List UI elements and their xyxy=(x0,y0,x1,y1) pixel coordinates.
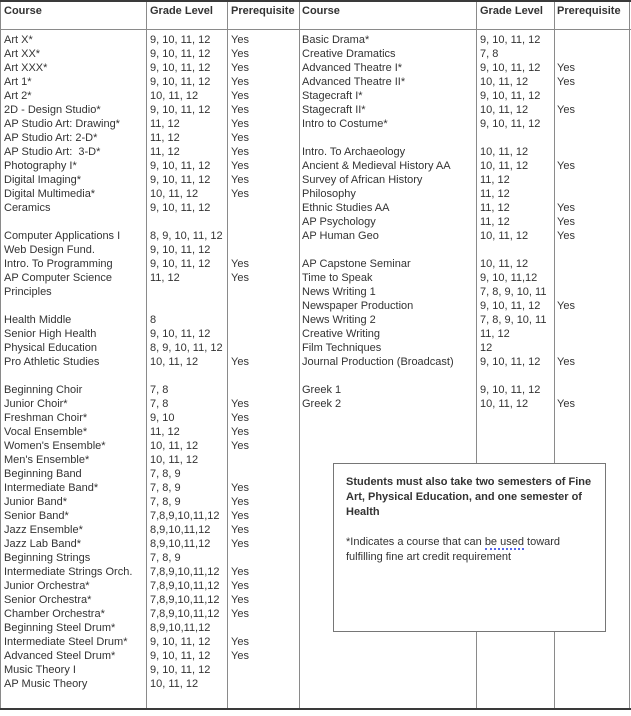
grade-level-cell: 9, 10, 11, 12 xyxy=(150,664,211,676)
course-cell: AP Studio Art: 3-D* xyxy=(4,146,101,158)
course-cell: Computer Applications I xyxy=(4,230,121,242)
table-bottom-border xyxy=(0,708,631,710)
table-row xyxy=(0,33,631,47)
prerequisite-cell: Yes xyxy=(231,426,249,438)
course-cell: Vocal Ensemble* xyxy=(4,426,88,438)
grade-level-cell: 7,8,9,10,11,12 xyxy=(150,566,220,578)
course-cell: 2D - Design Studio* xyxy=(4,104,101,116)
course-cell: Jazz Ensemble* xyxy=(4,524,83,536)
course-cell: Advanced Steel Drum* xyxy=(4,650,116,662)
prerequisite-cell: Yes xyxy=(231,132,249,144)
course-cell: Intro. To Archaeology xyxy=(302,146,406,158)
grade-level-cell: 7, 8, 9 xyxy=(150,468,181,480)
prerequisite-cell: Yes xyxy=(231,440,249,452)
grade-level-cell: 11, 12 xyxy=(150,146,180,158)
course-cell: AP Computer Science xyxy=(4,272,113,284)
grade-level-cell: 7, 8, 9 xyxy=(150,482,181,494)
prerequisite-cell: Yes xyxy=(231,258,249,270)
prerequisite-cell: Yes xyxy=(231,566,249,578)
grade-level-cell: 11, 12 xyxy=(480,328,510,340)
left-prerequisite-header: Prerequisite xyxy=(231,5,295,17)
prerequisite-cell: Yes xyxy=(231,412,249,424)
grade-level-cell: 10, 11, 12 xyxy=(150,678,199,690)
grade-level-cell: 7, 8, 9, 10, 11 xyxy=(480,286,547,298)
table-row xyxy=(0,257,631,271)
grade-level-cell: 9, 10, 11, 12 xyxy=(150,244,211,256)
note-bold-text: Students must also take two semesters of Fine Art, Physical Education, and one semester of Health xyxy=(346,476,592,518)
table-row xyxy=(0,201,631,215)
course-cell: Advanced Theatre II* xyxy=(302,76,406,88)
grade-level-cell: 9, 10, 11,12 xyxy=(480,272,538,284)
course-cell: Jazz Lab Band* xyxy=(4,538,82,550)
prerequisite-cell: Yes xyxy=(231,524,249,536)
course-cell: Women's Ensemble* xyxy=(4,440,106,452)
course-cell: Intermediate Steel Drum* xyxy=(4,636,128,648)
grade-level-cell: 10, 11, 12 xyxy=(150,454,199,466)
prerequisite-cell: Yes xyxy=(231,48,249,60)
prerequisite-cell: Yes xyxy=(557,216,575,228)
grade-level-cell: 9, 10, 11, 12 xyxy=(150,104,211,116)
grade-level-cell: 9, 10, 11, 12 xyxy=(480,34,541,46)
grade-level-cell: 9, 10, 11, 12 xyxy=(150,160,211,172)
table-row xyxy=(0,145,631,159)
note-box xyxy=(333,463,606,632)
table-row xyxy=(0,355,631,369)
grade-level-cell: 10, 11, 12 xyxy=(480,76,529,88)
course-cell: Art XX* xyxy=(4,48,41,60)
prerequisite-cell: Yes xyxy=(557,76,575,88)
prerequisite-cell: Yes xyxy=(557,62,575,74)
table-row xyxy=(0,425,631,439)
course-cell: Web Design Fund. xyxy=(4,244,95,256)
grade-level-cell: 9, 10, 11, 12 xyxy=(150,636,211,648)
prerequisite-cell: Yes xyxy=(231,118,249,130)
table-row xyxy=(0,299,631,313)
prerequisite-cell: Yes xyxy=(557,230,575,242)
course-cell: Beginning Choir xyxy=(4,384,83,396)
grade-level-cell: 7,8,9,10,11,12 xyxy=(150,608,220,620)
prerequisite-cell: Yes xyxy=(231,76,249,88)
course-cell: AP Psychology xyxy=(302,216,376,228)
grade-level-cell: 9, 10, 11, 12 xyxy=(150,258,211,270)
prerequisite-cell: Yes xyxy=(557,160,575,172)
grade-level-cell: 9, 10, 11, 12 xyxy=(150,202,211,214)
grade-level-cell: 9, 10, 11, 12 xyxy=(480,384,541,396)
note-asterisk-text xyxy=(346,535,594,565)
table-row xyxy=(0,383,631,397)
table-row xyxy=(0,215,631,229)
course-cell: AP Studio Art: Drawing* xyxy=(4,118,120,130)
grade-level-cell: 10, 11, 12 xyxy=(150,188,199,200)
course-cell: Senior High Health xyxy=(4,328,97,340)
table-row xyxy=(0,103,631,117)
course-cell: Ancient & Medieval History AA xyxy=(302,160,451,172)
note-asterisk-underlined: be used xyxy=(484,536,524,548)
grade-level-cell: 11, 12 xyxy=(150,132,180,144)
course-cell: AP Human Geo xyxy=(302,230,379,242)
course-cell: Beginning Strings xyxy=(4,552,91,564)
course-cell: Pro Athletic Studies xyxy=(4,356,100,368)
grade-level-cell: 11, 12 xyxy=(480,202,510,214)
grade-level-cell: 7, 8 xyxy=(480,48,499,60)
course-cell: Time to Speak xyxy=(302,272,373,284)
table-row xyxy=(0,439,631,453)
grade-level-cell: 8, 9, 10, 11, 12 xyxy=(150,342,223,354)
course-cell: Freshman Choir* xyxy=(4,412,88,424)
grade-level-cell: 8, 9, 10, 11, 12 xyxy=(150,230,223,242)
right-course-header: Course xyxy=(302,5,340,17)
table-row xyxy=(0,635,631,649)
grade-level-cell: 9, 10, 11, 12 xyxy=(480,118,541,130)
grade-level-cell: 7, 8, 9, 10, 11 xyxy=(480,314,547,326)
prerequisite-cell: Yes xyxy=(231,496,249,508)
course-cell: Senior Orchestra* xyxy=(4,594,92,606)
course-cell: Digital Imaging* xyxy=(4,174,82,186)
table-row xyxy=(0,271,631,285)
grade-level-cell: 12 xyxy=(480,342,493,354)
table-row xyxy=(0,61,631,75)
grade-level-cell: 11, 12 xyxy=(480,174,510,186)
left-grade-header: Grade Level xyxy=(150,5,213,17)
course-cell: Art 2* xyxy=(4,90,32,102)
course-cell: Principles xyxy=(4,286,52,298)
prerequisite-cell: Yes xyxy=(557,398,575,410)
grade-level-cell: 11, 12 xyxy=(150,118,180,130)
table-row xyxy=(0,327,631,341)
grade-level-cell: 8,9,10,11,12 xyxy=(150,622,211,634)
course-cell: Health Middle xyxy=(4,314,72,326)
table-row xyxy=(0,47,631,61)
table-row xyxy=(0,649,631,663)
course-cell: Junior Orchestra* xyxy=(4,580,90,592)
prerequisite-cell: Yes xyxy=(231,62,249,74)
course-cell: Creative Dramatics xyxy=(302,48,396,60)
course-cell: Basic Drama* xyxy=(302,34,370,46)
prerequisite-cell: Yes xyxy=(231,636,249,648)
course-cell: Intro. To Programming xyxy=(4,258,113,270)
course-cell: AP Music Theory xyxy=(4,678,88,690)
course-cell: AP Capstone Seminar xyxy=(302,258,411,270)
course-cell: Men's Ensemble* xyxy=(4,454,90,466)
right-prerequisite-header: Prerequisite xyxy=(557,5,621,17)
grade-level-cell: 7,8,9,10,11,12 xyxy=(150,580,220,592)
grade-level-cell: 7,8,9,10,11,12 xyxy=(150,510,220,522)
prerequisite-cell: Yes xyxy=(231,272,249,284)
grade-level-cell: 10, 11, 12 xyxy=(480,230,529,242)
prerequisite-cell: Yes xyxy=(557,356,575,368)
course-cell: Philosophy xyxy=(302,188,356,200)
table-row xyxy=(0,173,631,187)
grade-level-cell: 9, 10, 11, 12 xyxy=(150,62,211,74)
prerequisite-cell: Yes xyxy=(231,650,249,662)
prerequisite-cell: Yes xyxy=(231,34,249,46)
prerequisite-cell: Yes xyxy=(231,580,249,592)
grade-level-cell: 8,9,10,11,12 xyxy=(150,524,211,536)
table-row-spacer xyxy=(0,131,631,145)
course-cell: Intro to Costume* xyxy=(302,118,388,130)
table-row xyxy=(0,159,631,173)
table-row xyxy=(0,117,631,131)
grade-level-cell: 7, 8 xyxy=(150,384,169,396)
course-cell: Stagecraft II* xyxy=(302,104,366,116)
prerequisite-cell: Yes xyxy=(231,188,249,200)
grade-level-cell: 9, 10, 11, 12 xyxy=(150,48,211,60)
grade-level-cell: 10, 11, 12 xyxy=(480,160,529,172)
prerequisite-cell: Yes xyxy=(231,608,249,620)
prerequisite-cell: Yes xyxy=(557,300,575,312)
table-row xyxy=(0,663,631,677)
grade-level-cell: 7,8,9,10,11,12 xyxy=(150,594,220,606)
grade-level-cell: 9, 10, 11, 12 xyxy=(150,34,211,46)
grade-level-cell: 11, 12 xyxy=(480,216,510,228)
prerequisite-cell: Yes xyxy=(231,398,249,410)
grade-level-cell: 9, 10 xyxy=(150,412,175,424)
table-row xyxy=(0,75,631,89)
course-cell: Art X* xyxy=(4,34,33,46)
table-row xyxy=(0,677,631,691)
course-cell: Physical Education xyxy=(4,342,97,354)
course-cell: Journal Production (Broadcast) xyxy=(302,356,454,368)
grade-level-cell: 9, 10, 11, 12 xyxy=(480,356,541,368)
course-cell: Newspaper Production xyxy=(302,300,414,312)
table-row xyxy=(0,285,631,299)
grade-level-cell: 9, 10, 11, 12 xyxy=(480,90,541,102)
course-cell: Senior Band* xyxy=(4,510,69,522)
table-top-border xyxy=(0,0,631,2)
course-cell: Creative Writing xyxy=(302,328,381,340)
right-grade-header: Grade Level xyxy=(480,5,543,17)
grade-level-cell: 7, 8, 9 xyxy=(150,496,181,508)
table-row xyxy=(0,341,631,355)
prerequisite-cell: Yes xyxy=(231,356,249,368)
course-cell: AP Studio Art: 2-D* xyxy=(4,132,98,144)
course-cell: Chamber Orchestra* xyxy=(4,608,105,620)
grade-level-cell: 9, 10, 11, 12 xyxy=(150,76,211,88)
course-cell: Art XXX* xyxy=(4,62,48,74)
grade-level-cell: 9, 10, 11, 12 xyxy=(150,174,211,186)
prerequisite-cell: Yes xyxy=(231,482,249,494)
table-row xyxy=(0,89,631,103)
course-cell: Advanced Theatre I* xyxy=(302,62,403,74)
table-row xyxy=(0,187,631,201)
grade-level-cell: 9, 10, 11, 12 xyxy=(150,328,211,340)
course-cell: Ceramics xyxy=(4,202,51,214)
table-row xyxy=(0,397,631,411)
grade-level-cell: 11, 12 xyxy=(150,426,180,438)
prerequisite-cell: Yes xyxy=(231,90,249,102)
grade-level-cell: 10, 11, 12 xyxy=(480,104,529,116)
grade-level-cell: 9, 10, 11, 12 xyxy=(150,650,211,662)
grade-level-cell: 8 xyxy=(150,314,157,326)
header-separator-line xyxy=(0,29,631,30)
grade-level-cell: 10, 11, 12 xyxy=(150,440,199,452)
course-cell: News Writing 1 xyxy=(302,286,376,298)
course-cell: Beginning Steel Drum* xyxy=(4,622,116,634)
prerequisite-cell: Yes xyxy=(557,202,575,214)
left-course-header: Course xyxy=(4,5,42,17)
grade-level-cell: 10, 11, 12 xyxy=(150,90,199,102)
grade-level-cell: 7, 8, 9 xyxy=(150,552,181,564)
table-row-spacer xyxy=(0,369,631,383)
course-cell: Photography I* xyxy=(4,160,77,172)
course-cell: Greek 1 xyxy=(302,384,342,396)
course-cell: Junior Choir* xyxy=(4,398,68,410)
note-asterisk-post: toward fulfilling fine art credit requirement xyxy=(346,536,561,563)
course-cell: Ethnic Studies AA xyxy=(302,202,390,214)
note-asterisk-pre: *Indicates a course that can xyxy=(346,536,485,548)
course-cell: Intermediate Strings Orch. xyxy=(4,566,133,578)
grade-level-cell: 10, 11, 12 xyxy=(150,356,199,368)
grade-level-cell: 10, 11, 12 xyxy=(480,258,529,270)
table-row-spacer xyxy=(0,243,631,257)
course-cell: Greek 2 xyxy=(302,398,342,410)
course-cell: Intermediate Band* xyxy=(4,482,99,494)
prerequisite-cell: Yes xyxy=(231,510,249,522)
prerequisite-cell: Yes xyxy=(231,174,249,186)
course-cell: Digital Multimedia* xyxy=(4,188,96,200)
grade-level-cell: 9, 10, 11, 12 xyxy=(480,62,541,74)
grade-level-cell: 10, 11, 12 xyxy=(480,398,529,410)
course-cell: Survey of African History xyxy=(302,174,423,186)
prerequisite-cell: Yes xyxy=(231,160,249,172)
table-row xyxy=(0,229,631,243)
course-cell: Stagecraft I* xyxy=(302,90,363,102)
prerequisite-cell: Yes xyxy=(231,594,249,606)
grade-level-cell: 9, 10, 11, 12 xyxy=(480,300,541,312)
grade-level-cell: 8,9,10,11,12 xyxy=(150,538,211,550)
grade-level-cell: 10, 11, 12 xyxy=(480,146,529,158)
prerequisite-cell: Yes xyxy=(231,538,249,550)
course-cell: News Writing 2 xyxy=(302,314,376,326)
grade-level-cell: 7, 8 xyxy=(150,398,169,410)
course-cell: Music Theory I xyxy=(4,664,76,676)
prerequisite-cell: Yes xyxy=(231,146,249,158)
table-row xyxy=(0,411,631,425)
course-cell: Film Techniques xyxy=(302,342,382,354)
course-cell: Art 1* xyxy=(4,76,32,88)
grade-level-cell: 11, 12 xyxy=(150,272,180,284)
prerequisite-cell: Yes xyxy=(557,104,575,116)
right-course-table-body xyxy=(0,33,631,411)
course-cell: Beginning Band xyxy=(4,468,82,480)
prerequisite-cell: Yes xyxy=(231,104,249,116)
grade-level-cell: 11, 12 xyxy=(480,188,510,200)
course-cell: Junior Band* xyxy=(4,496,67,508)
table-row xyxy=(0,313,631,327)
